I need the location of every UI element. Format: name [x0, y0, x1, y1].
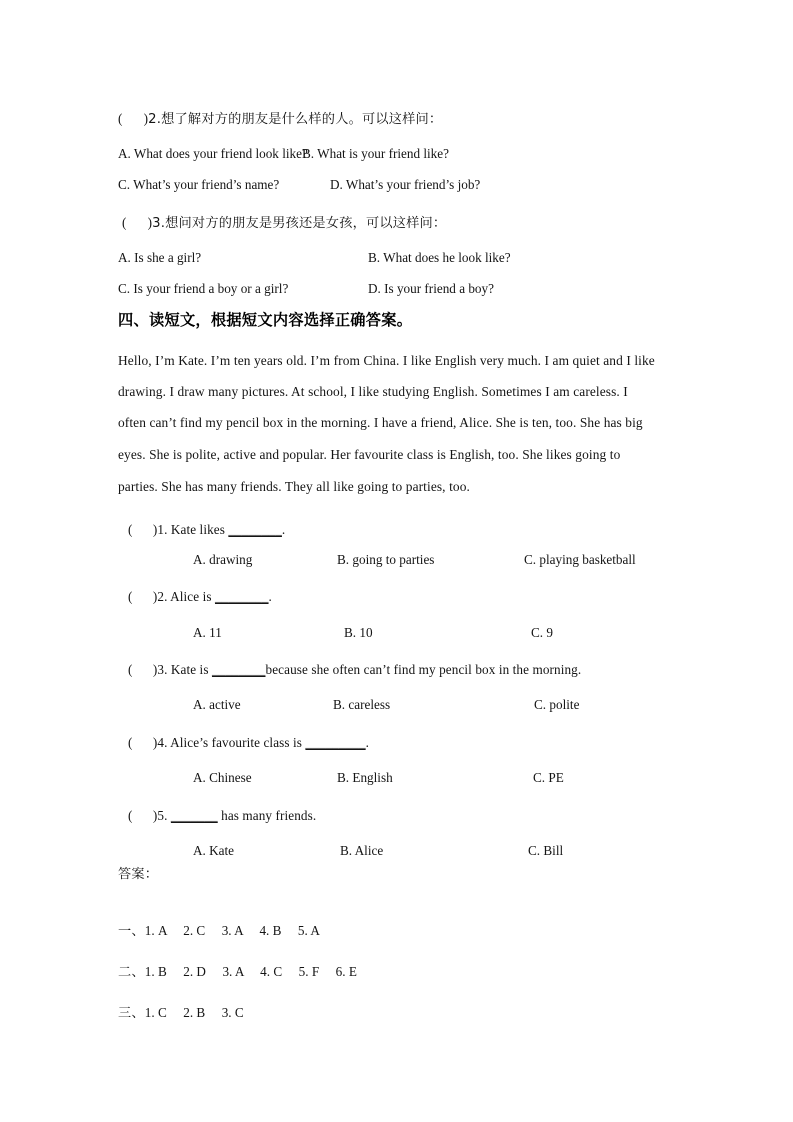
reading-question-1-option-b[interactable]: B. going to parties: [337, 552, 435, 567]
reading-question-3-text-before: 3. Kate is: [157, 662, 212, 677]
question-2-option-d[interactable]: D. What’s your friend’s job?: [330, 177, 481, 192]
reading-question-2-option-c[interactable]: C. 9: [531, 625, 553, 640]
reading-question-3-blank[interactable]: ________: [211, 662, 266, 677]
reading-question-1-marker: ( ): [128, 522, 158, 537]
question-2-option-c[interactable]: C. What’s your friend’s name?: [118, 177, 280, 192]
reading-question-3-option-a[interactable]: A. active: [193, 697, 241, 712]
reading-question-3-option-c[interactable]: C. polite: [534, 697, 580, 712]
answer-key-row-3-section: 三、: [118, 1006, 145, 1021]
question-3-option-a[interactable]: A. Is she a girl?: [118, 250, 202, 265]
section-4-heading: 四、读短文，根据短文内容选择正确答案。: [118, 311, 413, 329]
answer-key-row-3: [118, 1002, 244, 1021]
reading-question-5-stem: [128, 807, 316, 824]
answer-key-row-2-section: 二、: [118, 965, 145, 980]
reading-question-1-blank[interactable]: ________: [228, 522, 282, 537]
reading-question-4-option-c[interactable]: C. PE: [533, 770, 564, 785]
answer-key-row-1-answers: 1. A 2. C 3. A 4. B 5. A: [144, 923, 320, 938]
question-3-text: 想问对方的朋友是男孩还是女孩，可以这样问：: [165, 216, 447, 231]
question-3-marker: ( ): [122, 215, 153, 230]
passage-line-1: Hello, I’m Kate. I’m ten years old. I’m from China. I like English very much. I am quiet and I like: [118, 353, 655, 368]
answer-key-row-1: [118, 920, 320, 939]
question-3-option-b[interactable]: B. What does he look like?: [368, 250, 511, 265]
passage-line-3: often can’t find my pencil box in the morning. I have a friend, Alice. She is ten, too. She has big: [118, 415, 643, 430]
reading-question-4-text-after: .: [365, 735, 370, 750]
reading-question-4-marker: ( ): [128, 735, 158, 750]
answer-key-row-2-answers: 1. B 2. D 3. A 4. C 5. F 6. E: [144, 964, 357, 979]
question-3-option-d[interactable]: D. Is your friend a boy?: [368, 281, 494, 296]
answer-key-row-2: [118, 961, 357, 980]
question-2-option-a[interactable]: A. What does your friend look like?: [118, 146, 308, 161]
question-3-stem: [122, 214, 446, 232]
reading-question-5-option-a[interactable]: A. Kate: [193, 843, 235, 858]
reading-question-2-option-b[interactable]: B. 10: [344, 625, 373, 640]
reading-question-5-option-c[interactable]: C. Bill: [528, 843, 564, 858]
answer-key-row-1-section: 一、: [118, 924, 145, 939]
reading-question-3-option-b[interactable]: B. careless: [333, 697, 391, 712]
reading-question-4-blank[interactable]: _________: [305, 735, 366, 750]
reading-question-2-blank[interactable]: ________: [214, 589, 269, 604]
reading-question-2-text-before: 2. Alice is: [157, 589, 215, 604]
reading-question-5-text-before: 5.: [157, 808, 171, 823]
question-2-option-b[interactable]: B. What is your friend like?: [302, 146, 449, 161]
reading-question-5-option-b[interactable]: B. Alice: [340, 843, 384, 858]
reading-question-5-text-after: has many friends.: [217, 808, 317, 823]
question-3-number: 3.: [152, 216, 166, 231]
reading-question-3-text-after: because she often can’t find my pencil box in the morning.: [265, 662, 582, 677]
question-3-option-c[interactable]: C. Is your friend a boy or a girl?: [118, 281, 289, 296]
answer-key-title: 答案：: [118, 867, 159, 882]
reading-question-2-stem: [128, 588, 272, 605]
question-2-number: 2.: [148, 112, 162, 127]
reading-question-2-text-after: .: [268, 589, 272, 604]
reading-question-4-option-a[interactable]: A. Chinese: [193, 770, 252, 785]
reading-question-4-text-before: 4. Alice’s favourite class is: [157, 735, 306, 750]
question-2-marker: ( ): [118, 111, 149, 126]
passage-line-2: drawing. I draw many pictures. At school, I like studying English. Sometimes I am careless. I: [118, 384, 628, 399]
question-2-text: 想了解对方的朋友是什么样的人。可以这样问：: [161, 112, 443, 127]
reading-question-3-stem: [128, 661, 581, 678]
reading-question-1-text-after: .: [281, 522, 286, 537]
answer-key-row-3-answers: 1. C 2. B 3. C: [144, 1005, 244, 1020]
reading-question-1-stem: [128, 521, 285, 538]
reading-question-4-option-b[interactable]: B. English: [337, 770, 393, 785]
question-2-stem: [118, 110, 442, 128]
reading-question-5-marker: ( ): [128, 808, 158, 823]
reading-question-4-stem: [128, 734, 369, 751]
reading-question-2-marker: ( ): [128, 589, 158, 604]
reading-question-5-blank[interactable]: _______: [170, 808, 218, 823]
passage-line-5: parties. She has many friends. They all like going to parties, too.: [118, 479, 470, 494]
reading-question-1-text-before: 1. Kate likes: [157, 522, 229, 537]
reading-question-2-option-a[interactable]: A. 11: [193, 625, 222, 640]
passage-line-4: eyes. She is polite, active and popular. Her favourite class is English, too. She likes going to: [118, 447, 621, 462]
reading-question-3-marker: ( ): [128, 662, 158, 677]
reading-question-1-option-a[interactable]: A. drawing: [193, 552, 253, 567]
reading-question-1-option-c[interactable]: C. playing basketball: [524, 552, 636, 567]
